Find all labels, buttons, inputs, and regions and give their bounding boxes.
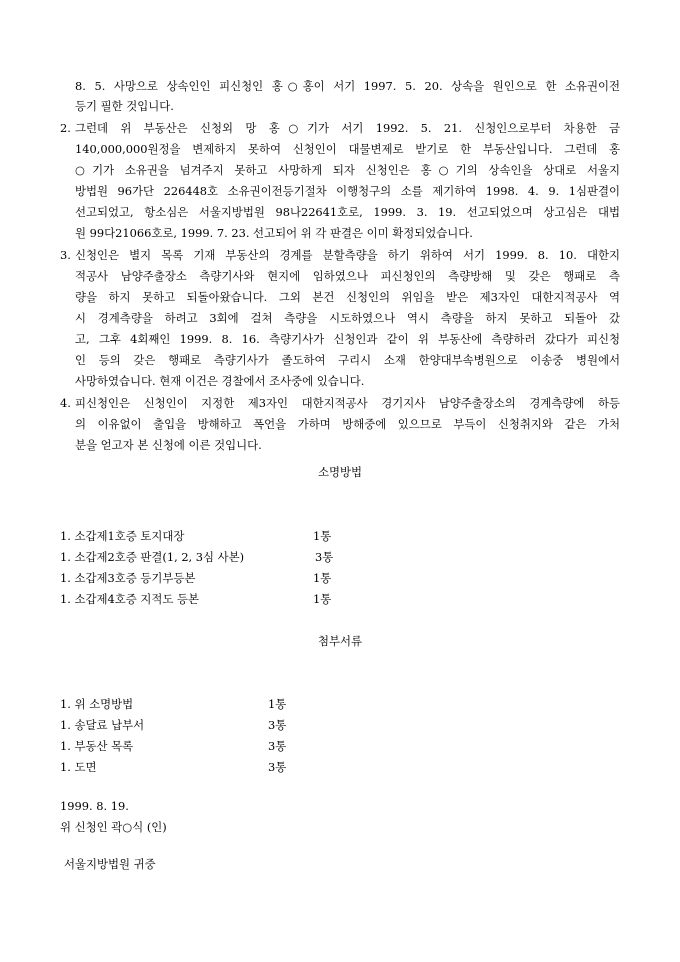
evidence-item: 1. 소갑제3호증 등기부등본 [60,571,196,585]
paragraph-line: 등기 필한 것입니다. [75,99,174,113]
paragraph-line: 고, 그후 4회째인 1999. 8. 16. 측량기사가 신청인과 같이 위 부동산에 측량하러 갔다가 피신청 [75,332,620,346]
paragraph-line: 의 이유없이 출입을 방해하고 폭언을 가하며 방해중에 있으므로 부득이 신청취지와 같은 가처 [75,417,620,431]
paragraph-number: 2. [60,121,71,135]
paragraph-line: ○기가 소유권을 넘겨주지 못하고 사망하게 되자 신청인은 홍○기의 상속인을 상대로 서울지 [75,163,620,177]
evidence-heading: 소명방법 [317,465,362,479]
paragraph-line: 방법원 96가단 226448호 소유권이전등기절차 이행청구의 소를 제기하여 1998. 4. 9. 1심판결이 [75,184,620,198]
attachment-item: 1. 위 소명방법 [60,697,134,711]
paragraph-number: 3. [60,248,71,262]
paragraph-line: 피신청인은 신청인이 지정한 제3자인 대한지적공사 경기지사 남양주출장소의 경계측량에 하등 [75,396,620,410]
attachment-item: 1. 송달료 납부서 [60,718,145,732]
evidence-item: 1. 소갑제2호증 판결(1, 2, 3심 사본) [60,550,245,564]
paragraph-line: 분을 얻고자 본 신청에 이른 것입니다. [75,438,262,452]
evidence-item: 1. 소갑제1호증 토지대장 [60,529,185,543]
attachment-item: 1. 부동산 목록 [60,739,134,753]
evidence-item-qty: 1통 [313,592,332,606]
paragraph-number: 4. [60,396,71,410]
paragraph-line: 사망하였습니다. 현재 이건은 경찰에서 조사중에 있습니다. [75,374,365,388]
paragraph-line: 신청인은 별지 목록 기재 부동산의 경계를 분할측량을 하기 위하여 서기 1999. 8. 10. 대한지 [75,248,620,262]
filing-date: 1999. 8. 19. [60,799,129,813]
attachment-item-qty: 3통 [268,739,287,753]
attachment-item-qty: 1통 [268,697,287,711]
evidence-item-qty: 3통 [315,550,334,564]
paragraph-line: 량을 하지 못하고 되돌아왔습니다. 그외 본건 신청인의 위임을 받은 제3자인 대한지적공사 역 [75,290,620,304]
paragraph-line: 선고되었고, 항소심은 서울지방법원 98나22641호로, 1999. 3. 19. 선고되었으며 상고심은 대법 [75,205,620,219]
attachment-item-qty: 3통 [268,718,287,732]
evidence-item-qty: 1통 [313,529,332,543]
paragraph-line: 원 99다21066호로, 1999. 7. 23. 선고되어 위 각 판결은 이미 확정되었습니다. [75,226,473,240]
paragraph-line: 적공사 남양주출장소 측량기사와 현지에 임하였으나 피신청인의 측량방해 및 갖은 행패로 측 [75,269,620,283]
attachment-item-qty: 3통 [268,760,287,774]
attachment-item: 1. 도면 [60,760,97,774]
paragraph-line: 시 경계측량을 하려고 3회에 걸쳐 측량을 시도하였으나 역시 측량을 하지 못하고 되돌아 갔 [75,311,620,325]
paragraph-line: 그런데 위 부동산은 신청외 망 홍○기가 서기 1992. 5. 21. 신청인으로부터 차용한 금 [75,121,620,135]
paragraph-line: 140,000,000원정을 변제하지 못하여 신청인이 대물변제로 받기로 한 부동산입니다. 그런데 홍 [75,142,620,156]
applicant-signature: 위 신청인 곽○식 (인) [60,820,167,834]
attachments-heading: 첨부서류 [317,634,362,648]
evidence-item-qty: 1통 [313,571,332,585]
paragraph-line: 8. 5. 사망으로 상속인인 피신청인 홍○홍이 서기 1997. 5. 20. 상속을 원인으로 한 소유권이전 [75,79,620,93]
evidence-item: 1. 소갑제4호증 지적도 등본 [60,592,200,606]
paragraph-line: 인 등의 갖은 행패로 측량기사가 졸도하여 구리시 소재 한양대부속병원으로 이송중 병원에서 [75,353,620,367]
court-addressee: 서울지방법원 귀중 [64,857,156,871]
